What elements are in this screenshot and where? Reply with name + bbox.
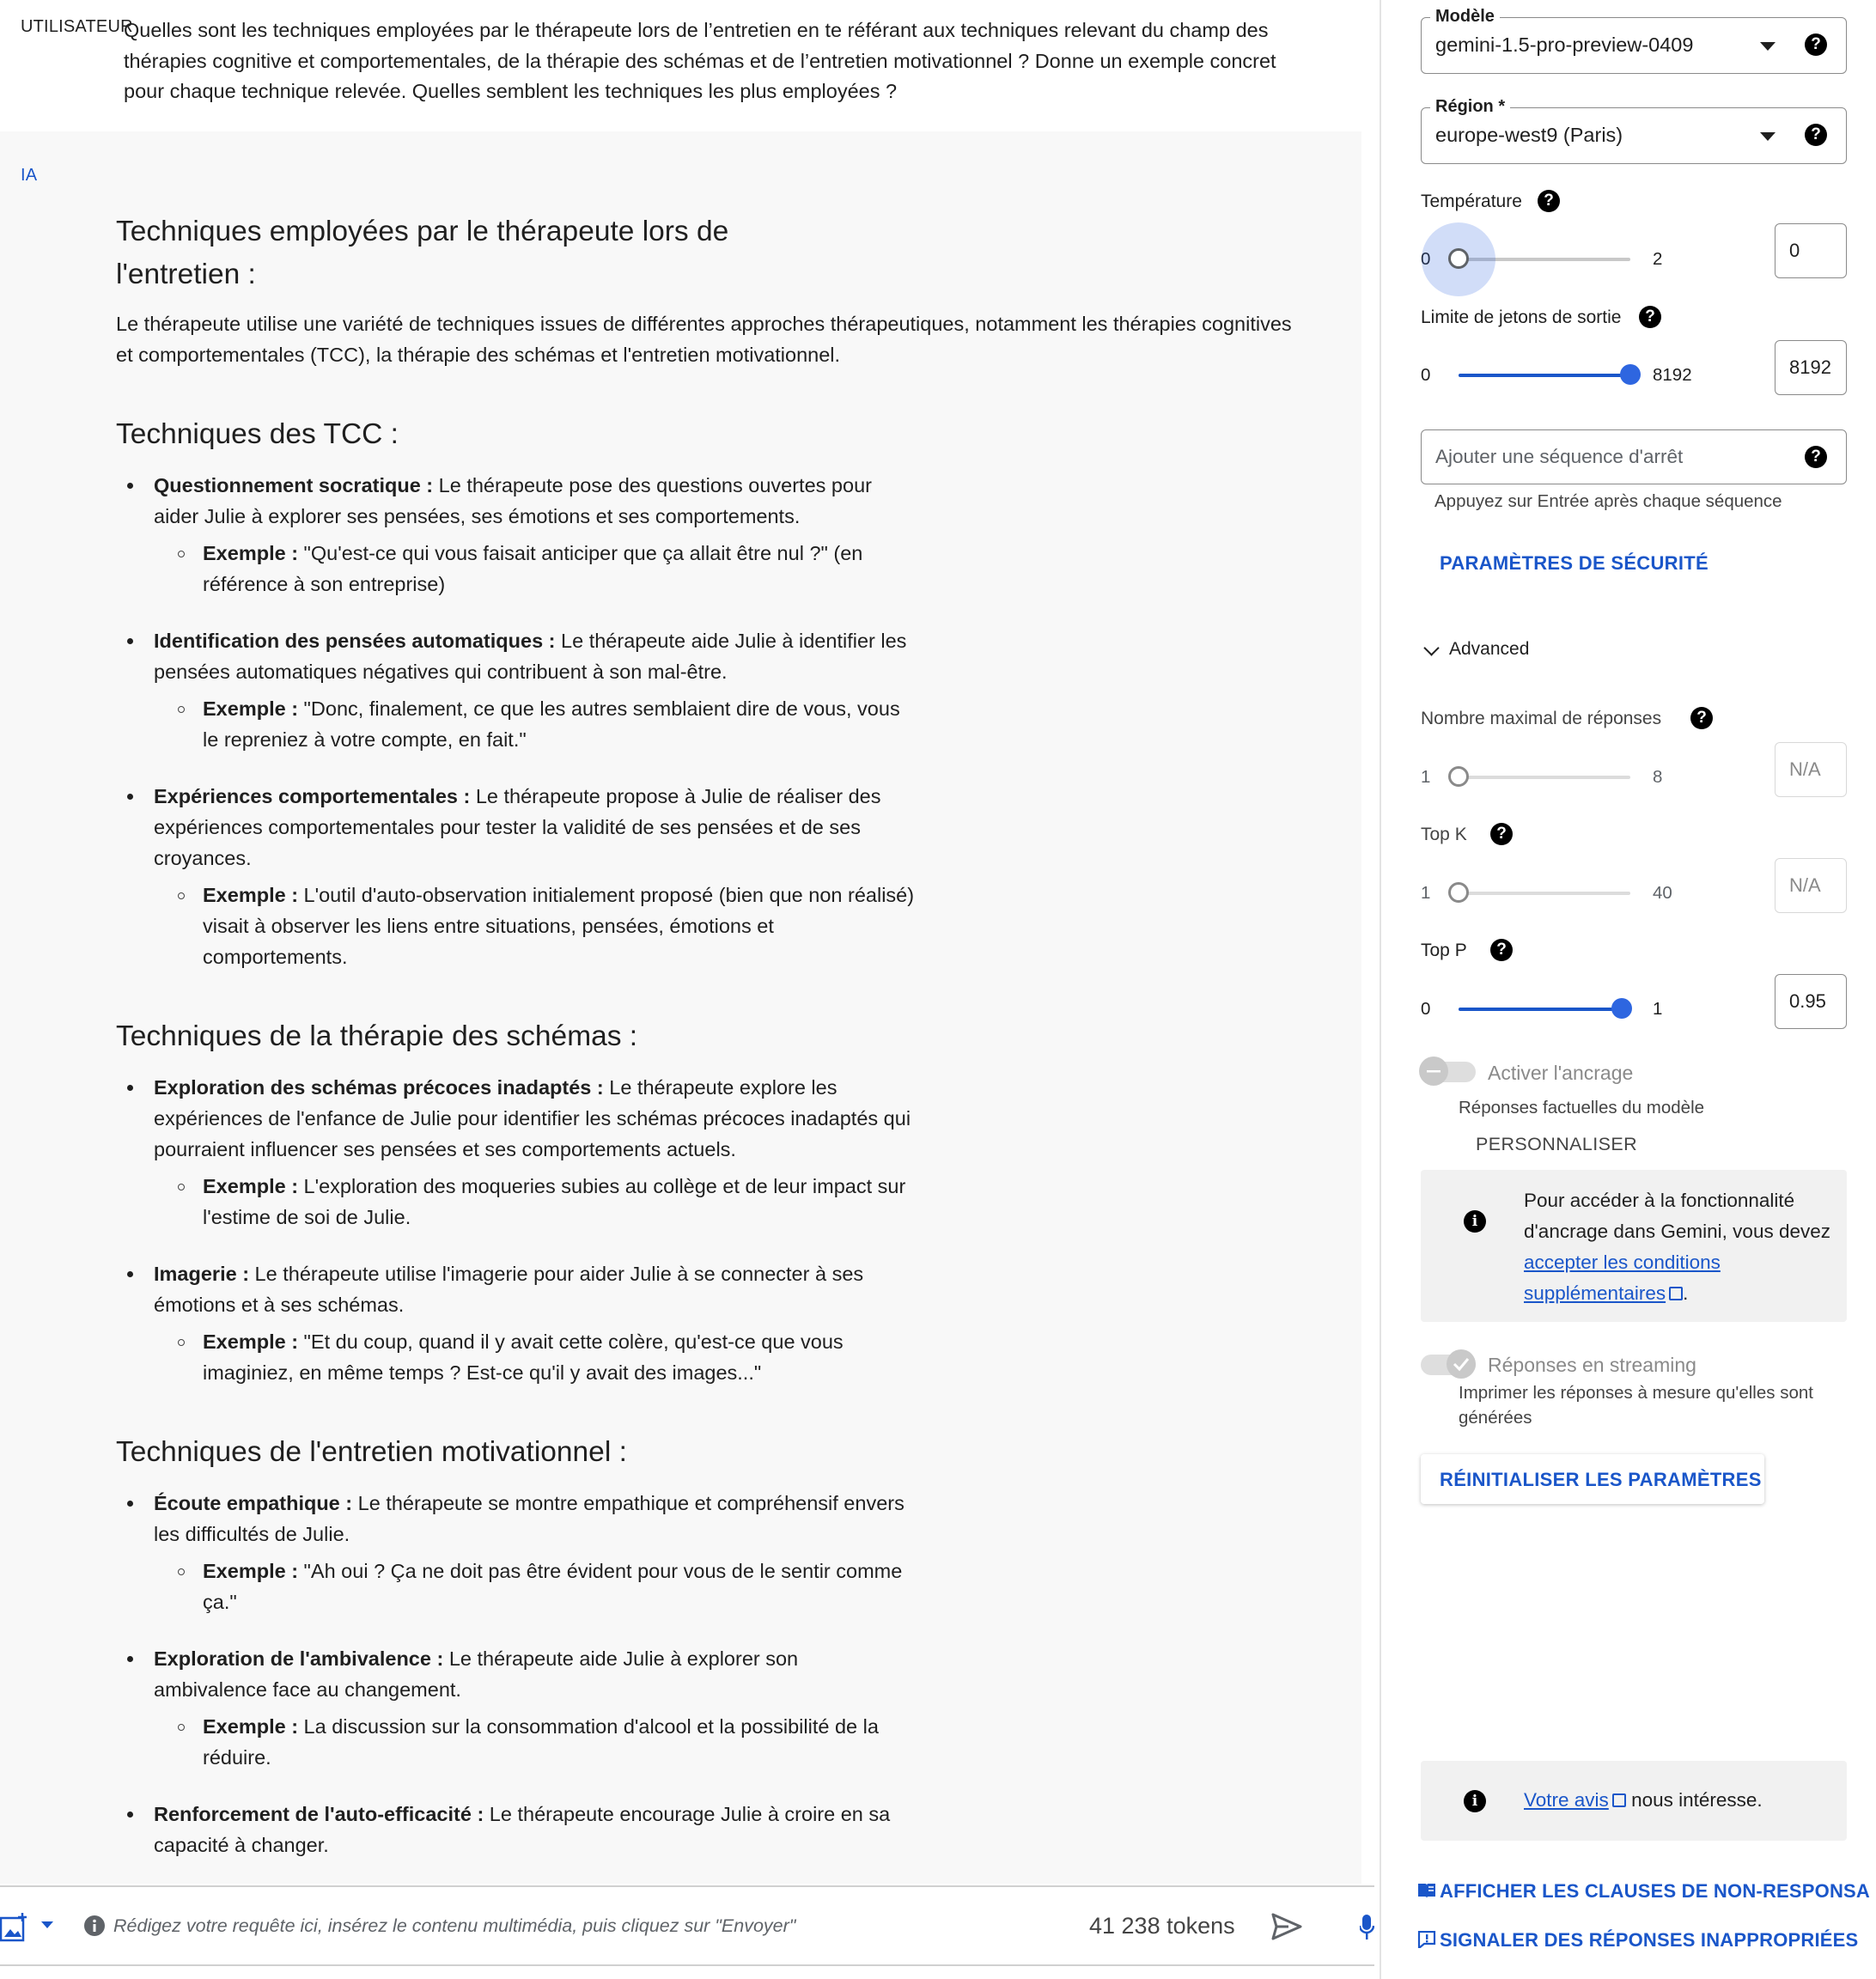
max-responses-input[interactable]: N/A xyxy=(1775,742,1847,797)
technique-name: Renforcement de l'auto-efficacité : xyxy=(154,1803,484,1825)
temperature-input[interactable]: 0 xyxy=(1775,223,1847,278)
top-k-max: 40 xyxy=(1653,883,1672,903)
stop-sequence-input[interactable] xyxy=(1421,429,1847,484)
example-label: Exemple : xyxy=(203,884,299,906)
technique-description: Le thérapeute encourage Julie à croire en sa capacité à changer. xyxy=(154,1803,891,1856)
report-icon xyxy=(1417,1931,1436,1948)
user-message: Quelles sont les techniques employées par le thérapeute lors de l’entretien en te référant aux techniques relevant du champ des thérapies cognitive et comportementales, de la thérapie des schémas et de l’entretien motivationnel ? Donne un exemple concret pour chaque technique relevée. Quelles semblent les techniques les plus employées ? xyxy=(124,19,1276,102)
settings-panel xyxy=(1380,0,1876,1979)
temperature-slider[interactable] xyxy=(1459,258,1630,261)
region-select-value: europe-west9 (Paris) xyxy=(1435,124,1623,146)
technique-list xyxy=(116,1488,915,1860)
temperature-max: 2 xyxy=(1653,249,1663,269)
top-k-slider[interactable] xyxy=(1459,892,1630,895)
info-icon: i xyxy=(1464,1210,1486,1233)
help-icon[interactable]: ? xyxy=(1805,33,1827,56)
region-select-label: Région * xyxy=(1430,97,1510,117)
technique-example xyxy=(154,1326,915,1388)
grounding-notice-suffix: . xyxy=(1683,1282,1689,1304)
technique-item xyxy=(116,1488,915,1617)
slider-fill xyxy=(1459,374,1630,377)
chevron-down-icon xyxy=(1423,640,1439,655)
technique-example xyxy=(154,693,915,755)
toggle-knob xyxy=(1447,1349,1476,1379)
send-icon[interactable] xyxy=(1270,1909,1304,1948)
top-k-min: 1 xyxy=(1421,883,1431,903)
technique-example xyxy=(154,1171,915,1233)
technique-item xyxy=(116,470,915,600)
technique-example xyxy=(154,880,915,972)
grounding-notice-text xyxy=(1524,1185,1833,1309)
disclaimers-link[interactable] xyxy=(1440,1880,1870,1903)
customize-grounding-button[interactable]: PERSONNALISER xyxy=(1476,1134,1638,1154)
streaming-title: Réponses en streaming xyxy=(1488,1354,1696,1376)
example-text: "Qu'est-ce qui vous faisait anticiper que ça allait être nul ?" (en référence à son entreprise) xyxy=(203,542,863,595)
user-role-label: UTILISATEUR xyxy=(21,17,133,36)
technique-description: Le thérapeute pose des questions ouvertes pour aider Julie à explorer ses pensées, ses émotions et ses comportements. xyxy=(154,474,872,527)
technique-description: Le thérapeute utilise l'imagerie pour aider Julie à se connecter à ses émotions et à ses schémas. xyxy=(154,1263,864,1316)
technique-example xyxy=(154,538,915,600)
technique-item xyxy=(116,1643,915,1773)
ai-response-sections xyxy=(116,413,1301,1860)
top-p-input[interactable]: 0.95 xyxy=(1775,974,1847,1029)
section-heading: Techniques des TCC : xyxy=(116,418,399,450)
top-k-input[interactable]: N/A xyxy=(1775,858,1847,913)
temperature-label: Température xyxy=(1421,192,1522,211)
feedback-link[interactable]: Votre avis xyxy=(1524,1789,1609,1811)
temperature-min: 0 xyxy=(1421,249,1431,269)
section-heading: Techniques de la thérapie des schémas : xyxy=(116,1020,638,1052)
ai-turn xyxy=(0,131,1361,1884)
max-responses-label: Nombre maximal de réponses xyxy=(1421,709,1662,728)
technique-name: Imagerie : xyxy=(154,1263,250,1285)
help-icon[interactable]: ? xyxy=(1690,707,1713,729)
technique-name: Expériences comportementales : xyxy=(154,785,471,807)
streaming-description: Imprimer les réponses à mesure qu'elles sont générées xyxy=(1459,1383,1813,1428)
stop-sequence-placeholder: Ajouter une séquence d'arrêt xyxy=(1435,446,1684,467)
max-tokens-input[interactable]: 8192 xyxy=(1775,340,1847,395)
technique-name: Questionnement socratique : xyxy=(154,474,434,496)
technique-item xyxy=(116,1072,915,1233)
example-label: Exemple : xyxy=(203,1330,299,1353)
max-tokens-min: 0 xyxy=(1421,365,1431,385)
info-icon xyxy=(83,1915,106,1941)
region-select[interactable] xyxy=(1421,97,1847,164)
top-p-max: 1 xyxy=(1653,999,1663,1019)
slider-thumb[interactable] xyxy=(1611,998,1632,1019)
example-text: "Et du coup, quand il y avait cette colère, qu'est-ce que vous imaginiez, en même temps ? Est-ce qu'il y avait des images..." xyxy=(203,1330,844,1384)
max-responses-slider[interactable] xyxy=(1459,776,1630,779)
advanced-toggle[interactable] xyxy=(1421,639,1529,660)
example-text: La discussion sur la consommation d'alcool et la possibilité de la réduire. xyxy=(203,1715,879,1769)
help-icon[interactable]: ? xyxy=(1805,446,1827,468)
reset-settings-label: RÉINITIALISER LES PARAMÈTRES xyxy=(1440,1469,1762,1490)
technique-name: Écoute empathique : xyxy=(154,1492,353,1514)
top-p-slider[interactable] xyxy=(1459,1008,1630,1011)
microphone-icon[interactable] xyxy=(1360,1913,1374,1946)
disclaimers-label: AFFICHER LES CLAUSES DE NON-RESPONSA xyxy=(1440,1880,1871,1902)
reset-settings-button[interactable] xyxy=(1421,1454,1764,1504)
example-text: L'outil d'auto-observation initialement proposé (bien que non réalisé) visait à observer les liens entre situations, pensées, émotions et comportements. xyxy=(203,884,915,968)
example-label: Exemple : xyxy=(203,697,299,720)
example-label: Exemple : xyxy=(203,1175,299,1197)
feedback-suffix: nous intéresse. xyxy=(1625,1789,1763,1811)
prompt-input-bar xyxy=(0,1885,1374,1966)
example-text: "Donc, finalement, ce que les autres semblaient dire de vous, vous le repreniez à votre compte, en fait." xyxy=(203,697,900,751)
dropdown-arrow-icon xyxy=(1760,132,1776,141)
book-icon xyxy=(1417,1882,1436,1899)
slider-thumb[interactable] xyxy=(1620,364,1641,385)
prompt-input[interactable]: Rédigez votre requête ici, insérez le contenu multimédia, puis cliquez sur "Envoyer" xyxy=(113,1915,796,1936)
example-label: Exemple : xyxy=(203,1560,299,1582)
model-select-value: gemini-1.5-pro-preview-0409 xyxy=(1435,33,1694,56)
max-tokens-slider[interactable] xyxy=(1459,374,1630,377)
grounding-notice-prefix: Pour accéder à la fonctionnalité d'ancrage dans Gemini, vous devez xyxy=(1524,1190,1831,1242)
help-icon[interactable]: ? xyxy=(1490,939,1513,961)
insert-media-icon[interactable] xyxy=(0,1913,27,1946)
technique-description: Le thérapeute aide Julie à explorer son ambivalence face au changement. xyxy=(154,1647,799,1701)
section-heading: Techniques de l'entretien motivationnel : xyxy=(116,1436,627,1468)
ai-response-intro: Le thérapeute utilise une variété de techniques issues de différentes approches thérapeutiques, notamment les thérapies cognitives et comportementales (TCC), la thérapie des schémas et l'entretien motivationnel. xyxy=(116,313,1292,366)
technique-example xyxy=(154,1556,915,1617)
top-p-label: Top P xyxy=(1421,941,1467,960)
report-link[interactable] xyxy=(1440,1929,1858,1952)
token-count: 41 238 tokens xyxy=(1089,1913,1235,1939)
ai-response-title: Techniques employées par le thérapeute lors de l'entretien : xyxy=(116,216,729,290)
technique-item xyxy=(116,1799,915,1860)
technique-name: Exploration des schémas précoces inadaptés : xyxy=(154,1076,604,1099)
technique-item xyxy=(116,781,915,972)
grounding-title: Activer l'ancrage xyxy=(1488,1062,1634,1084)
ai-role-label: IA xyxy=(21,166,38,185)
max-responses-max: 8 xyxy=(1653,767,1663,787)
technique-description: Le thérapeute propose à Julie de réaliser des expériences comportementales pour tester la validité de ses pensées et de ses croyances. xyxy=(154,785,881,869)
accept-terms-link[interactable]: accepter les conditions supplémentaires xyxy=(1524,1251,1721,1304)
example-label: Exemple : xyxy=(203,1715,299,1738)
technique-description: Le thérapeute aide Julie à identifier les pensées automatiques négatives qui contribuent à son mal-être. xyxy=(154,630,907,683)
technique-name: Identification des pensées automatiques : xyxy=(154,630,556,652)
slider-thumb[interactable] xyxy=(1448,882,1469,903)
user-turn xyxy=(0,0,1361,129)
top-p-min: 0 xyxy=(1421,999,1431,1019)
max-responses-min: 1 xyxy=(1421,767,1431,787)
feedback-notice xyxy=(1421,1761,1847,1841)
technique-description: Le thérapeute se montre empathique et compréhensif envers les difficultés de Julie. xyxy=(154,1492,904,1545)
toggle-knob xyxy=(1419,1056,1448,1086)
top-k-label: Top K xyxy=(1421,825,1467,844)
media-menu-chevron-icon[interactable] xyxy=(41,1921,53,1928)
technique-list xyxy=(116,1072,915,1388)
slider-fill xyxy=(1459,1008,1622,1011)
feedback-text xyxy=(1524,1785,1763,1816)
stop-sequence-hint: Appuyez sur Entrée après chaque séquence xyxy=(1434,491,1782,511)
help-icon[interactable]: ? xyxy=(1639,306,1661,328)
dropdown-arrow-icon xyxy=(1760,42,1776,51)
grounding-description: Réponses factuelles du modèle xyxy=(1459,1098,1705,1117)
model-select[interactable] xyxy=(1421,7,1847,74)
streaming-toggle[interactable] xyxy=(1421,1355,1476,1375)
technique-description: Le thérapeute explore les expériences de l'enfance de Julie pour identifier les schémas précoces inadaptés qui pourraient influencer ses pensées et ses comportements actuels. xyxy=(154,1076,911,1160)
help-icon[interactable]: ? xyxy=(1490,823,1513,845)
grounding-notice xyxy=(1421,1170,1847,1322)
max-tokens-max: 8192 xyxy=(1653,365,1692,385)
advanced-label: Advanced xyxy=(1449,639,1530,659)
technique-item xyxy=(116,625,915,755)
technique-item xyxy=(116,1258,915,1388)
max-tokens-label: Limite de jetons de sortie xyxy=(1421,308,1622,327)
example-label: Exemple : xyxy=(203,542,299,564)
ai-response xyxy=(116,210,1301,1885)
technique-name: Exploration de l'ambivalence : xyxy=(154,1647,444,1670)
example-text: "Ah oui ? Ça ne doit pas être évident pour vous de le sentir comme ça." xyxy=(203,1560,903,1613)
technique-list xyxy=(116,470,915,972)
technique-example xyxy=(154,1711,915,1773)
example-text: L'exploration des moqueries subies au collège et de leur impact sur l'estime de soi de Julie. xyxy=(203,1175,906,1228)
help-icon[interactable]: ? xyxy=(1538,190,1560,212)
external-link-icon xyxy=(1669,1287,1683,1300)
grounding-toggle[interactable] xyxy=(1421,1062,1476,1082)
slider-thumb[interactable] xyxy=(1448,248,1469,269)
info-icon: i xyxy=(1464,1790,1486,1812)
report-label: SIGNALER DES RÉPONSES INAPPROPRIÉES xyxy=(1440,1929,1859,1951)
model-select-label: Modèle xyxy=(1430,7,1500,27)
external-link-icon xyxy=(1612,1793,1626,1807)
slider-thumb[interactable] xyxy=(1448,766,1469,787)
safety-settings-link[interactable]: PARAMÈTRES DE SÉCURITÉ xyxy=(1440,552,1708,574)
help-icon[interactable]: ? xyxy=(1805,124,1827,146)
